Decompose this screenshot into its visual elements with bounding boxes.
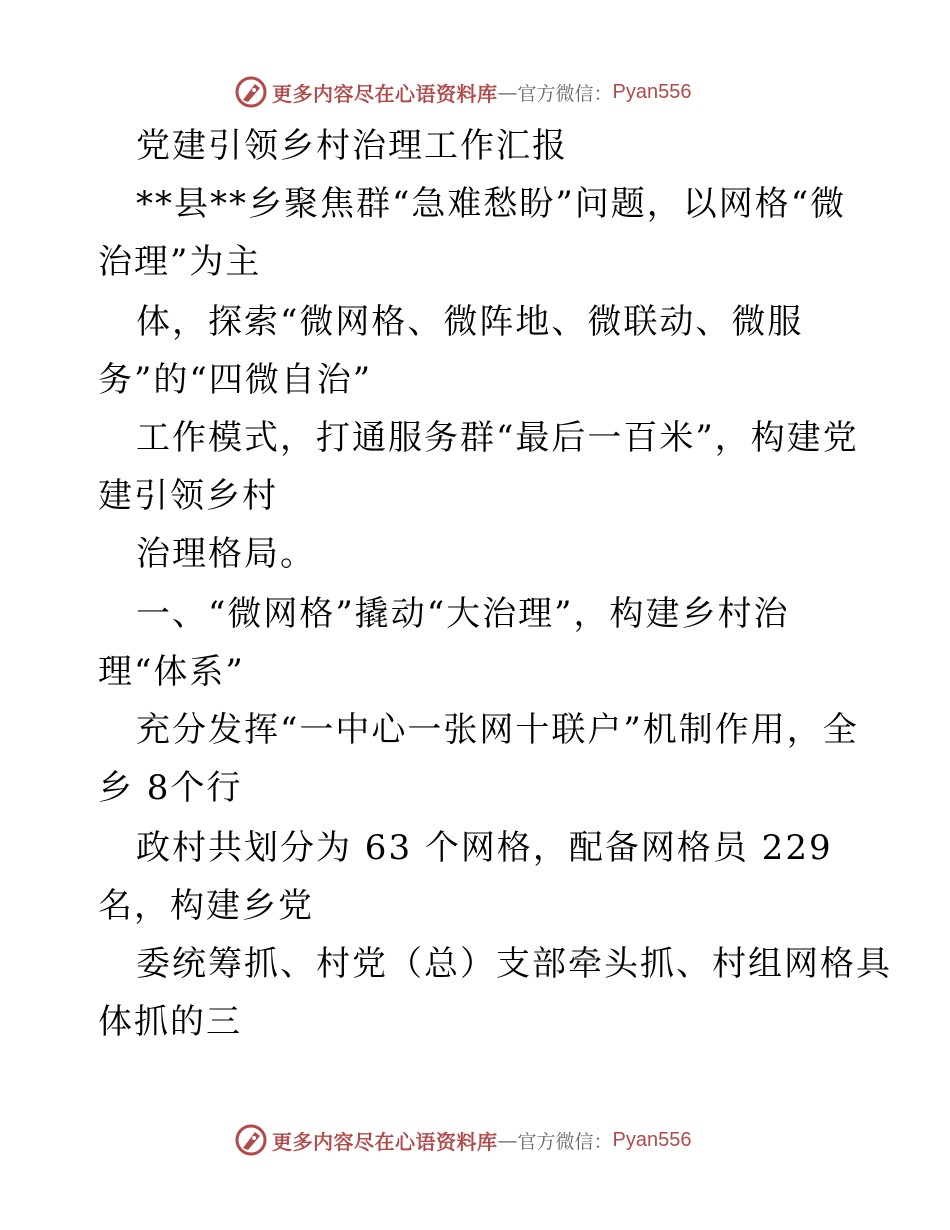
text-line: 理“体系” — [98, 652, 245, 692]
text-line: 建引领乡村 — [98, 476, 278, 516]
text-line: **县**乡聚焦群“急难愁盼”问题，以网格“微 — [136, 184, 847, 224]
text-line: 委统筹抓、村党（总）支部牵头抓、村组网格具 — [136, 944, 892, 984]
banner-main-text: 更多内容尽在心语资料库 — [272, 81, 498, 106]
pen-nib-logo-icon — [234, 1123, 268, 1157]
banner-wechat-label: 官方微信： — [517, 1130, 613, 1153]
banner-wechat-id: Pyan556 — [612, 80, 692, 103]
text-line: 乡 8个行 — [98, 768, 243, 808]
banner-wechat-id: Pyan556 — [612, 1128, 692, 1151]
banner-wechat-label: 官方微信： — [517, 82, 613, 105]
banner-main-text: 更多内容尽在心语资料库 — [272, 1129, 498, 1154]
text-line: 务”的“四微自治” — [98, 360, 373, 400]
text-line: 工作模式，打通服务群“最后一百米”，构建党 — [136, 418, 859, 458]
banner-dash: — — [497, 1128, 518, 1152]
document-title: 党建引领乡村治理工作汇报 — [136, 126, 568, 166]
text-line: 体，探索“微网格、微阵地、微联动、微服 — [136, 302, 804, 342]
footer-watermark-banner — [0, 1120, 950, 1160]
text-line: 充分发挥“一中心一张网十联户”机制作用，全 — [136, 710, 859, 750]
section-heading: 一、“微网格”撬动“大治理”，构建乡村治 — [136, 594, 790, 634]
text-line: 治理”为主 — [98, 242, 262, 282]
text-line: 名，构建乡党 — [98, 886, 314, 926]
banner-dash: — — [497, 80, 518, 104]
text-line: 政村共划分为 63 个网格，配备网格员 229 — [136, 828, 833, 868]
text-line: 治理格局。 — [136, 534, 316, 574]
text-line: 体抓的三 — [98, 1002, 242, 1042]
